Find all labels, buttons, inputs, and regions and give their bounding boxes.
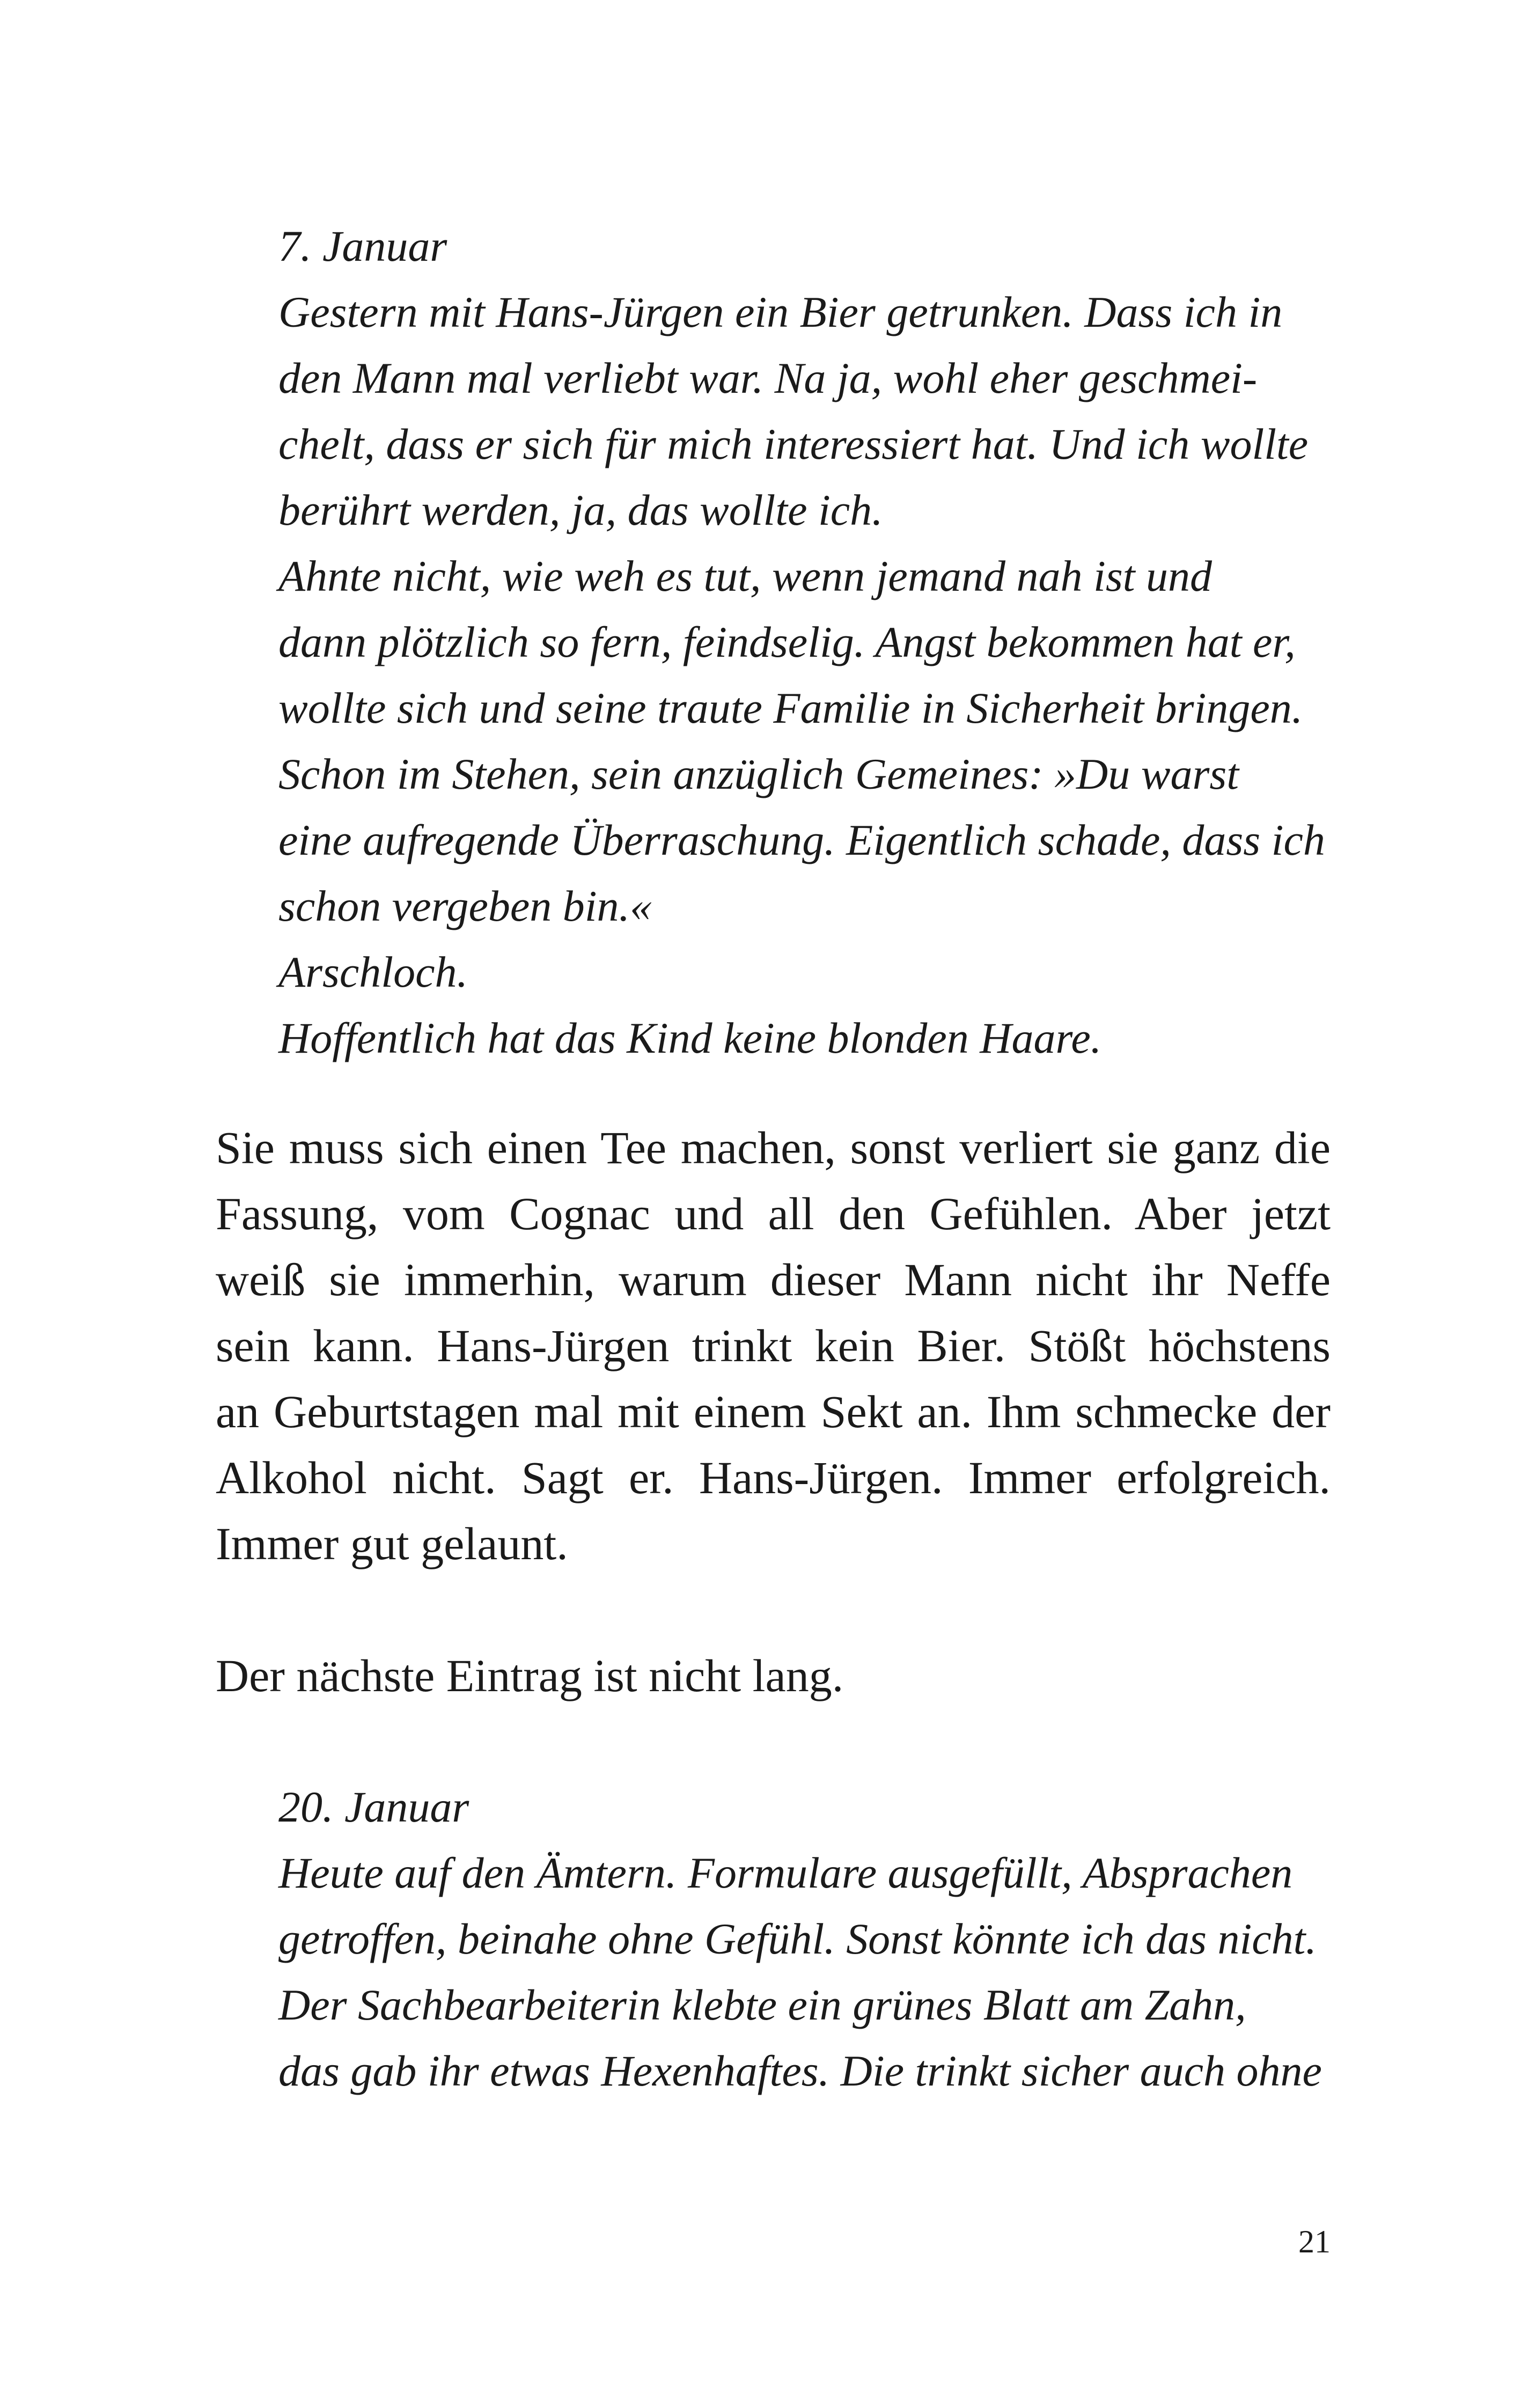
entry-line: eine aufregende Überraschung. Eigentlich schade, dass ich [278,816,1325,864]
paragraph-line: Fassung, vom Cognac und all den Gefühlen. Aber jetzt [216,1188,1331,1239]
paragraph-line: Sie muss sich einen Tee machen, sonst verliert sie ganz die [216,1122,1331,1173]
entry-date: 7. Januar [278,222,447,270]
entry-line: Ahnte nicht, wie weh es tut, wenn jemand nah ist und [278,552,1213,600]
entry-line: Hoffentlich hat das Kind keine blonden Haare. [278,1014,1102,1062]
entry-line: Der Sachbearbeiterin klebte ein grünes Blatt am Zahn, [278,1980,1246,2029]
entry-line: chelt, dass er sich für mich interessiert hat. Und ich wollte [278,420,1309,468]
entry-line: Gestern mit Hans-Jürgen ein Bier getrunken. Dass ich in [278,288,1283,336]
page-number: 21 [1298,2224,1331,2259]
paragraph-line: Immer gut gelaunt. [216,1518,568,1569]
entry-line: Heute auf den Ämtern. Formulare ausgefüllt, Absprachen [278,1848,1293,1897]
entry-date: 20. Januar [278,1782,469,1831]
entry-line: wollte sich und seine traute Familie in Sicherheit bringen. [278,684,1303,732]
entry-line: dann plötzlich so fern, feindselig. Angst bekommen hat er, [278,618,1296,666]
entry-line: berührt werden, ja, das wollte ich. [278,486,883,534]
paragraph-line: sein kann. Hans-Jürgen trinkt kein Bier. Stößt höchstens [216,1320,1331,1371]
paragraph-line: weiß sie immerhin, warum dieser Mann nicht ihr Neffe [216,1254,1331,1305]
entry-line: schon vergeben bin.« [278,882,652,930]
paragraph-line: Alkohol nicht. Sagt er. Hans-Jürgen. Immer erfolgreich. [216,1452,1331,1503]
entry-line: getroffen, beinahe ohne Gefühl. Sonst könnte ich das nicht. [278,1914,1317,1963]
paragraph-line: Der nächste Eintrag ist nicht lang. [216,1650,844,1701]
entry-line: Schon im Stehen, sein anzüglich Gemeines: »Du warst [278,750,1239,798]
entry-line: das gab ihr etwas Hexenhaftes. Die trinkt sicher auch ohne [278,2046,1322,2095]
entry-line: den Mann mal verliebt war. Na ja, wohl eher geschmei- [278,354,1258,402]
paragraph-line: an Geburtstagen mal mit einem Sekt an. Ihm schmecke der [216,1386,1331,1437]
entry-line: Arschloch. [278,948,468,996]
